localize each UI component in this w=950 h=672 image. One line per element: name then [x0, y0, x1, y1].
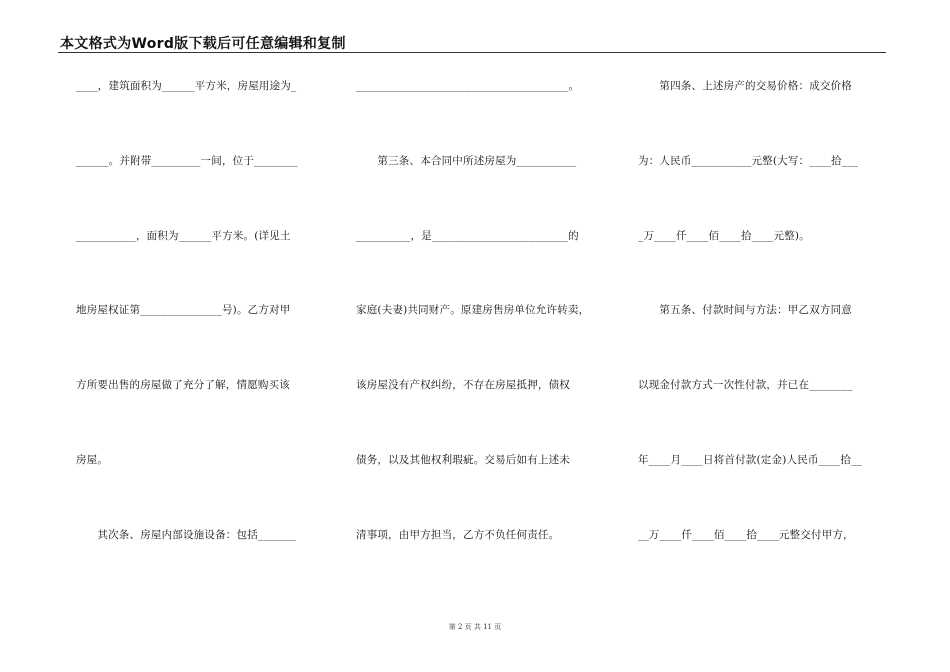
contract-text-line: __万____仟____佰____拾____元整交付甲方， [638, 529, 854, 541]
contract-text-line: 第四条、上述房产的交易价格：成交价格 [638, 80, 852, 92]
contract-text-line: 方所要出售的房屋做了充分了解，情愿购买该 [76, 379, 290, 391]
contract-text-line: ____，建筑面积为______平方米，房屋用途为_ [76, 80, 297, 92]
page-number-footer: 第 2 页 共 11 页 [448, 623, 502, 631]
contract-text-line: 清事项，由甲方担当，乙方不负任何责任。 [356, 529, 560, 541]
contract-text-line: __________，是_________________________的 [356, 230, 579, 242]
contract-text-line: 房屋。 [76, 454, 109, 466]
contract-text-line: _______________________________________。 [356, 80, 580, 92]
contract-text-line: 以现金付款方式一次性付款，并已在________ [638, 379, 853, 391]
contract-text-line: 债务，以及其他权利瑕疵。交易后如有上述未 [356, 454, 570, 466]
contract-text-line: 第五条、付款时间与方法：甲乙双方同意 [638, 304, 852, 316]
contract-text-line: ___________，面积为______平方米。(详见土 [76, 230, 291, 242]
contract-text-line: ______。并附带_________一间，位于________ [76, 155, 298, 167]
document-header-title: 本文格式为Word版下载后可任意编辑和复制 [60, 36, 346, 52]
contract-text-line: 年____月____日将首付款(定金)人民币____拾__ [638, 454, 862, 466]
contract-text-line: 家庭(夫妻)共同财产。原建房售房单位允许转卖， [356, 304, 590, 316]
contract-text-line: 第三条、本合同中所述房屋为___________ [356, 155, 577, 167]
contract-text-line: 该房屋没有产权纠纷，不存在房屋抵押，债权 [356, 379, 570, 391]
contract-text-line: _万____仟____佰____拾____元整)。 [638, 230, 810, 242]
contract-text-line: 地房屋权证第_______________号)。乙方对甲 [76, 304, 291, 316]
contract-text-line: 为：人民币___________元整(大写：____拾___ [638, 155, 859, 167]
header-divider [58, 52, 886, 53]
contract-text-line: 其次条、房屋内部设施设备：包括_______ [76, 529, 297, 541]
